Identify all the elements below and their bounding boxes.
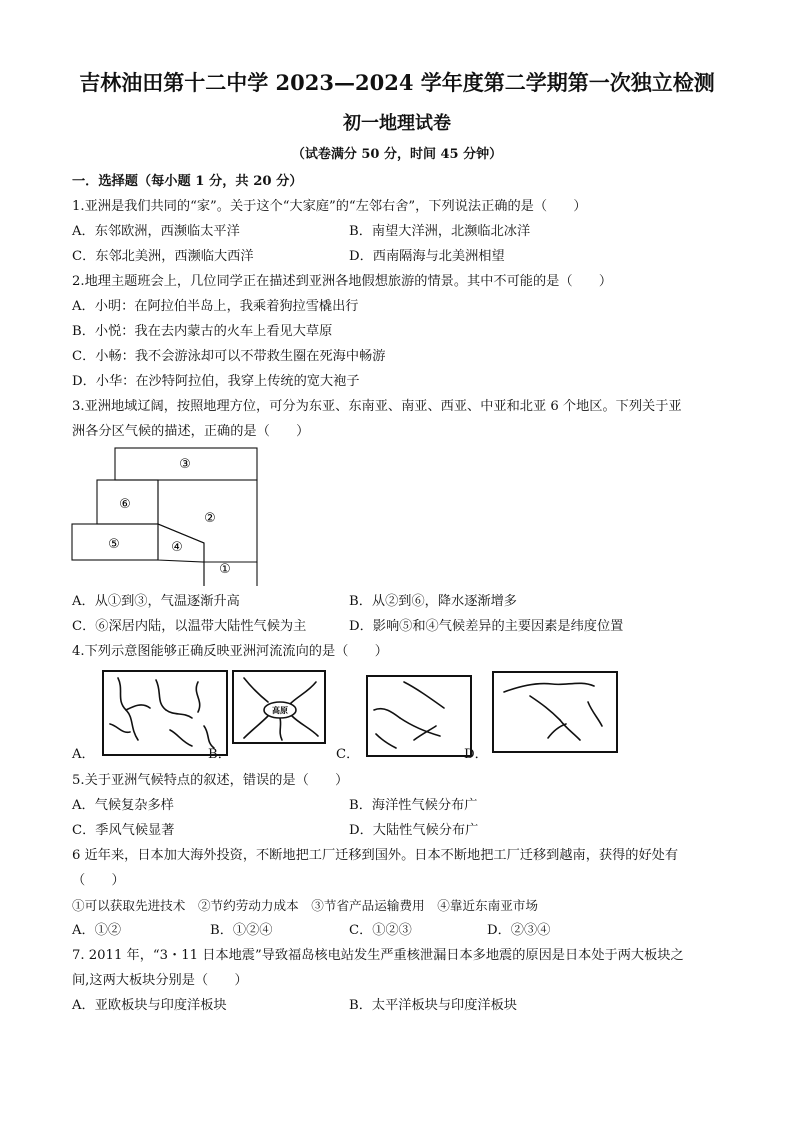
region-label-3: ③	[179, 457, 191, 472]
q7-stem-line1: 7. 2011 年，“3・11 日本地震”导致福岛核电站发生严重核泄漏日本多地震的原因是日本处于两大板块之	[72, 948, 684, 963]
exam-subtitle: 初一地理试卷	[343, 113, 451, 134]
q7-stem-line2: 间,这两大板块分别是（ ）	[72, 973, 248, 988]
region-3-box	[115, 448, 257, 480]
q4-option-a: A．	[72, 747, 95, 762]
q1-option-a: A．东邻欧洲，西濒临太平洋	[72, 224, 240, 239]
q5-option-b: B．海洋性气候分布广	[349, 798, 478, 813]
q7-option-b: B．太平洋板块与印度洋板块	[349, 998, 517, 1013]
q6-statements: ①可以获取先进技术 ②节约劳动力成本 ③节省产品运输费用 ④靠近东南亚市场	[72, 898, 538, 913]
q6-stem-line2: （ ）	[72, 873, 125, 888]
q2-option-a: A．小明：在阿拉伯半岛上，我乘着狗拉雪橇出行	[72, 299, 359, 314]
q5-option-d: D．大陆性气候分布广	[349, 823, 479, 838]
q2-stem: 2.地理主题班会上，几位同学正在描述到亚洲各地假想旅游的情景。其中不可能的是（ ）	[72, 274, 613, 289]
q3-option-c: C．⑥深居内陆，以温带大陆性气候为主	[72, 619, 307, 634]
q3-option-d: D．影响⑤和④气候差异的主要因素是纬度位置	[349, 619, 624, 634]
q4-option-c: C．	[336, 747, 360, 762]
q2-option-c: C．小畅：我不会游泳却可以不带救生圈在死海中畅游	[72, 349, 386, 364]
q1-option-c: C．东邻北美洲，西濒临大西洋	[72, 249, 254, 264]
q6-option-c: C．①②③	[349, 923, 412, 938]
q3-option-a: A．从①到③，气温逐渐升高	[72, 594, 240, 609]
q1-option-b: B．南望大洋洲，北濒临北冰洋	[349, 224, 531, 239]
q1-option-d: D．西南隔海与北美洲相望	[349, 249, 505, 264]
q6-option-d: D．②③④	[487, 923, 551, 938]
q6-option-b: B．①②④	[210, 923, 273, 938]
q3-option-b: B．从②到⑥，降水逐渐增多	[349, 594, 517, 609]
region-label-4: ④	[171, 540, 183, 555]
region-4-box	[158, 524, 204, 562]
region-6-box	[97, 480, 158, 524]
river-map-c	[364, 668, 474, 758]
q3-stem-line1: 3.亚洲地域辽阔，按照地理方位，可分为东亚、东南亚、南亚、西亚、中亚和北亚 6 个地区。下列关于亚	[72, 399, 682, 414]
exam-title: 吉林油田第十二中学 2023—2024 学年度第二学期第一次独立检测	[79, 70, 715, 95]
q4-stem: 4.下列示意图能够正确反映亚洲河流流向的是（ ）	[72, 644, 388, 659]
region-label-6: ⑥	[119, 497, 131, 512]
q5-option-a: A．气候复杂多样	[72, 798, 174, 813]
q3-stem-line2: 洲各分区气候的描述，正确的是（ ）	[72, 424, 310, 439]
q2-option-d: D．小华：在沙特阿拉伯，我穿上传统的宽大袍子	[72, 374, 360, 389]
q4-option-d: D．	[464, 747, 488, 762]
region-5-box	[72, 524, 158, 560]
region-label-1: ①	[219, 562, 231, 577]
q5-stem: 5.关于亚洲气候特点的叙述，错误的是（ ）	[72, 773, 349, 788]
river-map-a	[100, 668, 230, 758]
q4-option-b: B．	[208, 747, 231, 762]
river-map-d	[490, 668, 620, 756]
section-heading: 一．选择题（每小题 1 分，共 20 分）	[72, 174, 303, 189]
q7-option-a: A．亚欧板块与印度洋板块	[72, 998, 227, 1013]
river-map-b	[230, 668, 330, 748]
q6-stem-line1: 6 近年来，日本加大海外投资，不断地把工厂迁移到国外。日本不断地把工厂迁移到越南，获得的好处有	[72, 848, 679, 863]
q1-stem: 1.亚洲是我们共同的“家”。关于这个“大家庭”的“左邻右舍”，下列说法正确的是（ ）	[72, 199, 587, 214]
q5-option-c: C．季风气候显著	[72, 823, 175, 838]
region-label-5: ⑤	[108, 537, 120, 552]
q2-option-b: B．小悦：我在去内蒙古的火车上看见大草原	[72, 324, 333, 339]
region-label-2: ②	[204, 511, 216, 526]
plateau-label: 高原	[272, 706, 288, 715]
q6-option-a: A．①②	[72, 923, 122, 938]
exam-note: （试卷满分 50 分，时间 45 分钟）	[291, 147, 503, 162]
region-2-box	[158, 480, 257, 562]
